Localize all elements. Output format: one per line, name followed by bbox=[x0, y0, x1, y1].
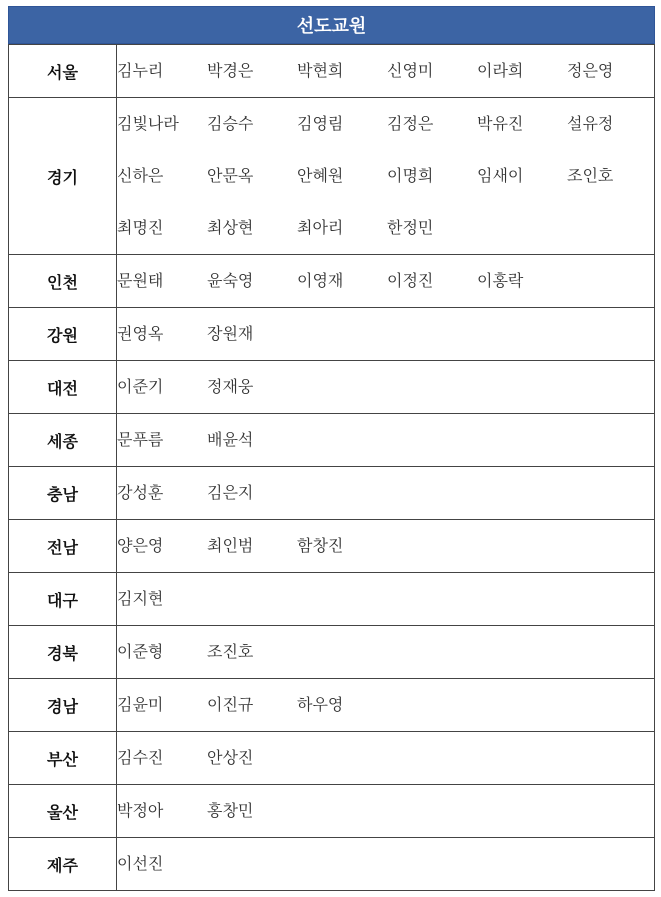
names-cell bbox=[117, 838, 655, 891]
region-cell: 전남 bbox=[9, 520, 117, 573]
names-grid bbox=[117, 573, 654, 625]
table-row bbox=[9, 361, 655, 414]
names-grid bbox=[117, 45, 654, 97]
teacher-name: 임새이 bbox=[477, 166, 524, 185]
teacher-name: 정은영 bbox=[567, 61, 614, 80]
table-body bbox=[9, 45, 655, 891]
table-row bbox=[9, 838, 655, 891]
names-cell bbox=[117, 520, 655, 573]
teacher-name: 김정은 bbox=[387, 114, 434, 133]
names-grid bbox=[117, 838, 654, 890]
table-row bbox=[9, 732, 655, 785]
names-grid bbox=[117, 414, 654, 466]
names-grid bbox=[117, 98, 654, 254]
teacher-name: 신하은 bbox=[117, 166, 164, 185]
table-row bbox=[9, 414, 655, 467]
teacher-name: 홍창민 bbox=[207, 801, 254, 820]
region-cell: 대구 bbox=[9, 573, 117, 626]
table-title: 선도교원 bbox=[8, 6, 655, 44]
names-grid bbox=[117, 626, 654, 678]
teacher-name: 최명진 bbox=[117, 218, 164, 237]
region-cell: 강원 bbox=[9, 308, 117, 361]
teacher-name: 하우영 bbox=[297, 695, 344, 714]
table-row bbox=[9, 98, 655, 255]
teacher-name: 문푸름 bbox=[117, 430, 164, 449]
teacher-name: 최상현 bbox=[207, 218, 254, 237]
teacher-name: 이명희 bbox=[387, 166, 434, 185]
names-grid bbox=[117, 679, 654, 731]
teacher-name: 강성훈 bbox=[117, 483, 164, 502]
names-cell bbox=[117, 679, 655, 732]
teacher-name: 정재웅 bbox=[207, 377, 254, 396]
teacher-name: 김윤미 bbox=[117, 695, 164, 714]
teacher-name: 김누리 bbox=[117, 61, 164, 80]
teacher-name: 한정민 bbox=[387, 218, 434, 237]
teacher-name: 안문옥 bbox=[207, 166, 254, 185]
region-cell: 충남 bbox=[9, 467, 117, 520]
teacher-name: 김은지 bbox=[207, 483, 254, 502]
region-cell: 대전 bbox=[9, 361, 117, 414]
table-row bbox=[9, 45, 655, 98]
region-cell: 제주 bbox=[9, 838, 117, 891]
teacher-name: 양은영 bbox=[117, 536, 164, 555]
teacher-name: 배윤석 bbox=[207, 430, 254, 449]
names-cell bbox=[117, 98, 655, 255]
teacher-name: 함창진 bbox=[297, 536, 344, 555]
region-cell: 서울 bbox=[9, 45, 117, 98]
table-row bbox=[9, 520, 655, 573]
names-cell bbox=[117, 467, 655, 520]
table-row bbox=[9, 255, 655, 308]
teacher-name: 박정아 bbox=[117, 801, 164, 820]
teacher-name: 이영재 bbox=[297, 271, 344, 290]
teacher-name: 조진호 bbox=[207, 642, 254, 661]
teacher-name: 박경은 bbox=[207, 61, 254, 80]
teacher-name: 박현희 bbox=[297, 61, 344, 80]
region-cell: 경기 bbox=[9, 98, 117, 255]
region-cell: 경북 bbox=[9, 626, 117, 679]
names-grid bbox=[117, 520, 654, 572]
names-grid bbox=[117, 255, 654, 307]
region-cell: 울산 bbox=[9, 785, 117, 838]
names-cell bbox=[117, 626, 655, 679]
names-grid bbox=[117, 308, 654, 360]
region-cell: 인천 bbox=[9, 255, 117, 308]
table-row bbox=[9, 573, 655, 626]
teacher-name: 김지현 bbox=[117, 589, 164, 608]
names-grid bbox=[117, 467, 654, 519]
teacher-name: 안혜원 bbox=[297, 166, 344, 185]
teacher-name: 김빛나라 bbox=[117, 114, 179, 133]
teacher-name: 이정진 bbox=[387, 271, 434, 290]
region-cell: 부산 bbox=[9, 732, 117, 785]
table-row bbox=[9, 626, 655, 679]
teacher-name: 이홍락 bbox=[477, 271, 524, 290]
names-cell bbox=[117, 255, 655, 308]
names-grid bbox=[117, 732, 654, 784]
teacher-name: 안상진 bbox=[207, 748, 254, 767]
teacher-name: 이준기 bbox=[117, 377, 164, 396]
names-cell bbox=[117, 573, 655, 626]
teacher-name: 설유정 bbox=[567, 114, 614, 133]
names-grid bbox=[117, 361, 654, 413]
region-cell: 세종 bbox=[9, 414, 117, 467]
teacher-name: 이준형 bbox=[117, 642, 164, 661]
teacher-name: 최인범 bbox=[207, 536, 254, 555]
teacher-name: 김수진 bbox=[117, 748, 164, 767]
teacher-name: 이라희 bbox=[477, 61, 524, 80]
teacher-name: 문원태 bbox=[117, 271, 164, 290]
names-cell bbox=[117, 45, 655, 98]
region-cell: 경남 bbox=[9, 679, 117, 732]
table-row bbox=[9, 785, 655, 838]
teacher-name: 최아리 bbox=[297, 218, 344, 237]
table-row bbox=[9, 679, 655, 732]
lead-teachers-table bbox=[8, 44, 655, 891]
teacher-name: 장원재 bbox=[207, 324, 254, 343]
teacher-name: 신영미 bbox=[387, 61, 434, 80]
teacher-name: 윤숙영 bbox=[207, 271, 254, 290]
names-cell bbox=[117, 732, 655, 785]
teacher-name: 권영옥 bbox=[117, 324, 164, 343]
table-row bbox=[9, 467, 655, 520]
names-cell bbox=[117, 785, 655, 838]
teacher-name: 조인호 bbox=[567, 166, 614, 185]
teacher-name: 김승수 bbox=[207, 114, 254, 133]
table-row bbox=[9, 308, 655, 361]
teacher-name: 박유진 bbox=[477, 114, 524, 133]
names-cell bbox=[117, 361, 655, 414]
teacher-name: 이선진 bbox=[117, 854, 164, 873]
names-grid bbox=[117, 785, 654, 837]
teacher-name: 이진규 bbox=[207, 695, 254, 714]
names-cell bbox=[117, 414, 655, 467]
teacher-name: 김영림 bbox=[297, 114, 344, 133]
names-cell bbox=[117, 308, 655, 361]
lead-teachers-sheet bbox=[8, 6, 655, 891]
